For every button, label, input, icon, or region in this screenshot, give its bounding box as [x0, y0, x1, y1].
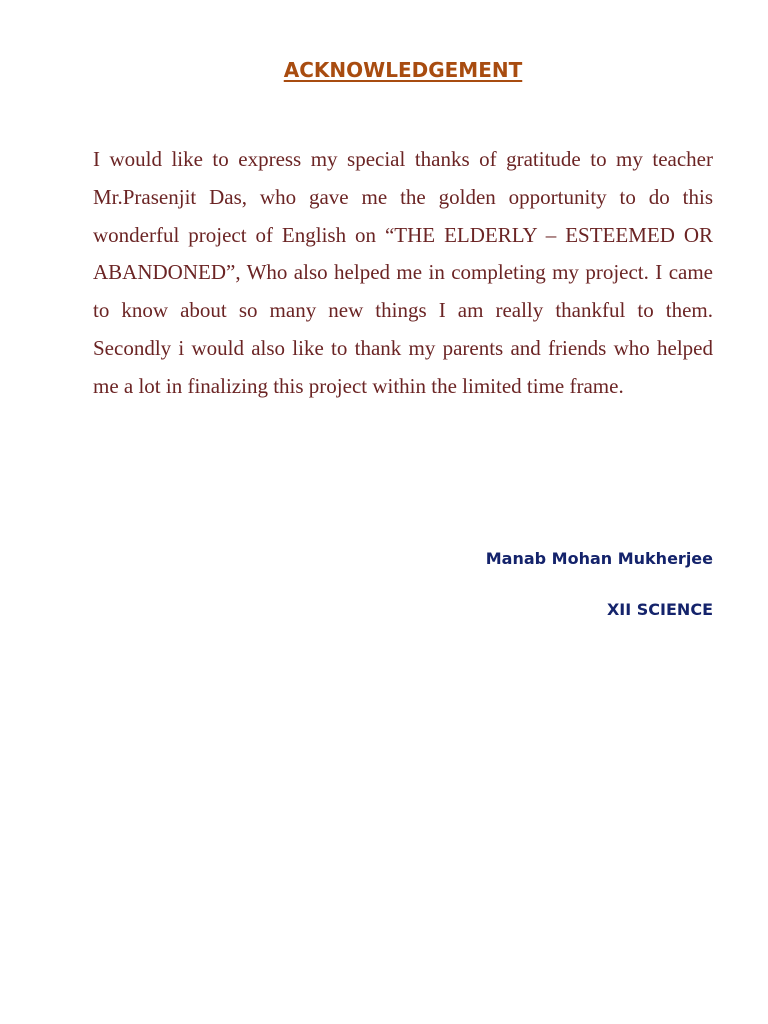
acknowledgement-paragraph: I would like to express my special thanks of gratitude to my teacher Mr.Prasenjit Das, who gave me the golden opportunity to do this wonderful project of English on “THE ELDERLY – ESTEEMED OR ABANDONED”, Who also helped me in completing my project. I came to know about so many new things I am really thankful to them. Secondly i would also like to thank my parents and friends who helped me a lot in finalizing this project within the limited time frame. — [93, 147, 713, 398]
signature-name: Manab Mohan Mukherjee — [485, 549, 713, 568]
page-title: ACKNOWLEDGEMENT — [283, 58, 523, 82]
signature-class: XII SCIENCE — [606, 600, 713, 619]
